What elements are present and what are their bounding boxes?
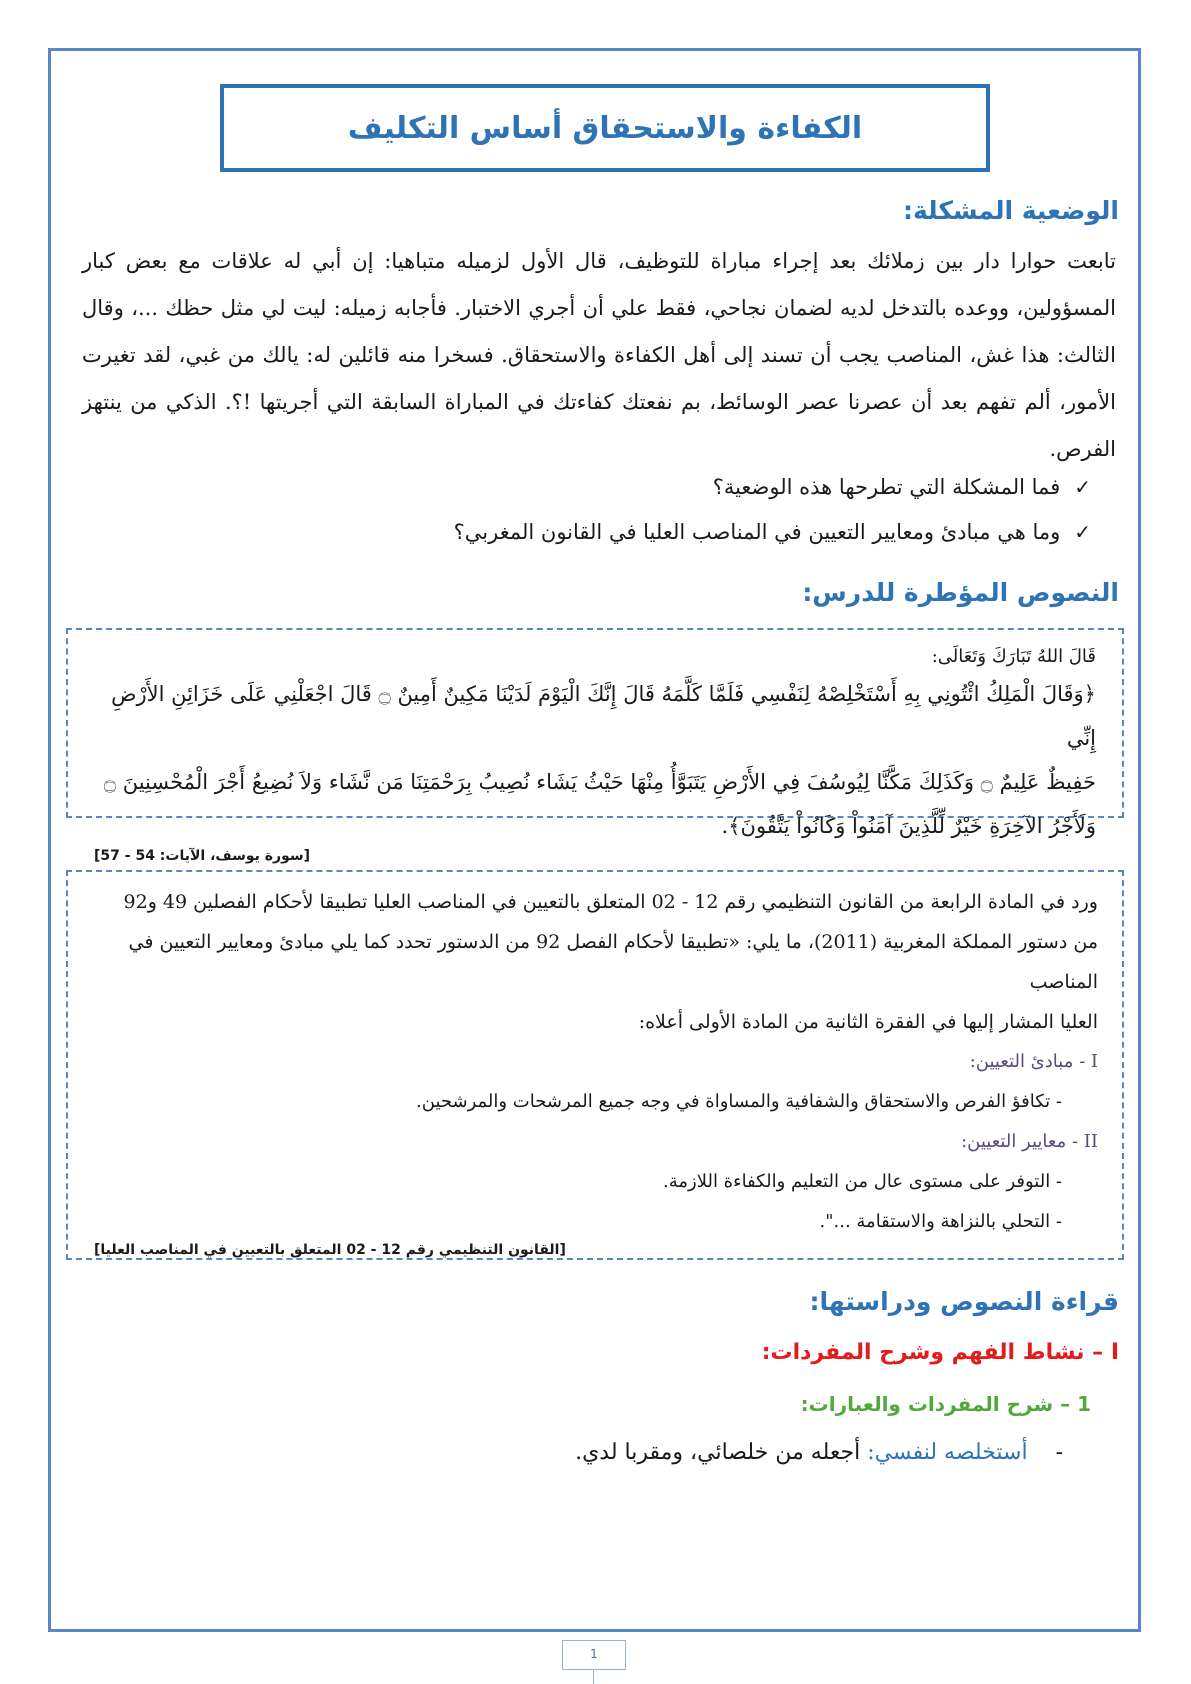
title-box	[220, 84, 990, 172]
law-source: [القانون التنظيمي رقم 12 - 02 المتعلق بالتعيين في المناصب العليا]	[94, 1242, 566, 1258]
quran-line: ﴿وَقَالَ الْمَلِكُ ائْتُونِي بِهِ أَسْتَخْلِصْهُ لِنَفْسِي فَلَمَّا كَلَّمَهُ قَالَ إِنَّكَ الْيَوْمَ لَدَيْنَا مَكِينٌ أَمِينٌ ۝ قَالَ اجْعَلْنِي عَلَى خَزَائِنِ الأَرْضِ إِنِّي	[111, 682, 1096, 750]
question-text: وما هي مبادئ ومعايير التعيين في المناصب العليا في القانون المغربي؟	[453, 520, 1061, 544]
quran-intro: قَالَ اللهُ تَبَارَكَ وَتَعَالَى:	[931, 646, 1096, 667]
law-line: من دستور المملكة المغربية (2011)، ما يلي: «تطبيقا لأحكام الفصل 92 من الدستور تحدد كما يلي مبادئ ومعايير التعيين في المناصب	[128, 931, 1098, 993]
quran-source: [سورة يوسف، الآيات: 54 - 57]	[94, 848, 311, 864]
question-2	[454, 520, 1091, 544]
page-number-tick	[593, 1670, 594, 1684]
page-title: الكفاءة والاستحقاق أساس التكليف	[347, 110, 863, 146]
quran-line: وَلَأَجْرُ الآخِرَةِ خَيْرٌ لِّلَّذِينَ آمَنُواْ وَكَانُواْ يَتَّقُونَ﴾.	[721, 814, 1096, 838]
law-line: ورد في المادة الرابعة من القانون التنظيمي رقم 12 - 02 المتعلق بالتعيين في المناصب العليا تطبيقا لأحكام الفصلين 49 و92	[123, 891, 1098, 913]
definition-term: أستخلصه لنفسي:	[867, 1440, 1028, 1465]
law-item: - تكافؤ الفرص والاستحقاق والشفافية والمساواة في وجه جميع المرشحات والمرشحين.	[416, 1091, 1062, 1112]
definition-item	[575, 1440, 1063, 1465]
law-box	[66, 870, 1124, 1260]
quran-line: حَفِيظٌ عَلِيمٌ ۝ وَكَذَلِكَ مَكَّنَّا لِيُوسُفَ فِي الأَرْضِ يَتَبَوَّأُ مِنْهَا حَيْثُ يَشَاء نُصِيبُ بِرَحْمَتِنَا مَن نَّشَاء وَلاَ نُضِيعُ أَجْرَ الْمُحْسِنِينَ ۝	[103, 770, 1096, 794]
vocabulary-heading: 1 – شرح المفردات والعبارات:	[800, 1392, 1091, 1416]
law-section-principles: I - مبادئ التعيين:	[969, 1051, 1098, 1072]
question-text: فما المشكلة التي تطرحها هذه الوضعية؟	[712, 475, 1061, 499]
definition-meaning: أجعله من خلصائي، ومقربا لدي.	[575, 1440, 861, 1465]
law-item: - التوفر على مستوى عال من التعليم والكفاءة اللازمة.	[663, 1171, 1062, 1192]
law-section-criteria: II - معايير التعيين:	[961, 1131, 1098, 1152]
activity-heading: I – نشاط الفهم وشرح المفردات:	[761, 1340, 1119, 1365]
checkmark-icon: ✓	[1074, 475, 1091, 499]
problem-text: تابعت حوارا دار بين زملائك بعد إجراء مباراة للتوظيف، قال الأول لزميله متباهيا: إن أبي له علاقات مع بعض كبار المسؤولين، ووعده بالتدخل لديه لضمان نجاحي، فقط علي أن أجري الاختبار. فأجابه زميله: ليت لي مثل حظك ...، وقال الثالث: هذا غش، المناصب يجب أن تسند إلى أهل الكفاءة والاستحقاق. فسخرا منه قائلين له: يالك من غبي، لقد تغيرت الأمور، ألم تفهم بعد أن عصرنا عصر الوسائط، بم نفعتك كفاءتك في المباراة السابقة التي أجريتها !؟. الذكي من ينتهز الفرص.	[82, 249, 1116, 461]
law-line: العليا المشار إليها في الفقرة الثانية من المادة الأولى أعلاه:	[638, 1011, 1098, 1033]
problem-heading: الوضعية المشكلة:	[902, 196, 1119, 225]
page-number: 1	[562, 1640, 626, 1670]
reading-heading: قراءة النصوص ودراستها:	[809, 1287, 1119, 1316]
checkmark-icon: ✓	[1074, 520, 1091, 544]
question-1	[713, 475, 1091, 499]
law-item: - التحلي بالنزاهة والاستقامة ...".	[819, 1211, 1062, 1232]
texts-heading: النصوص المؤطرة للدرس:	[802, 578, 1119, 607]
quran-box	[66, 628, 1124, 864]
definition-dash: -	[1055, 1440, 1063, 1465]
